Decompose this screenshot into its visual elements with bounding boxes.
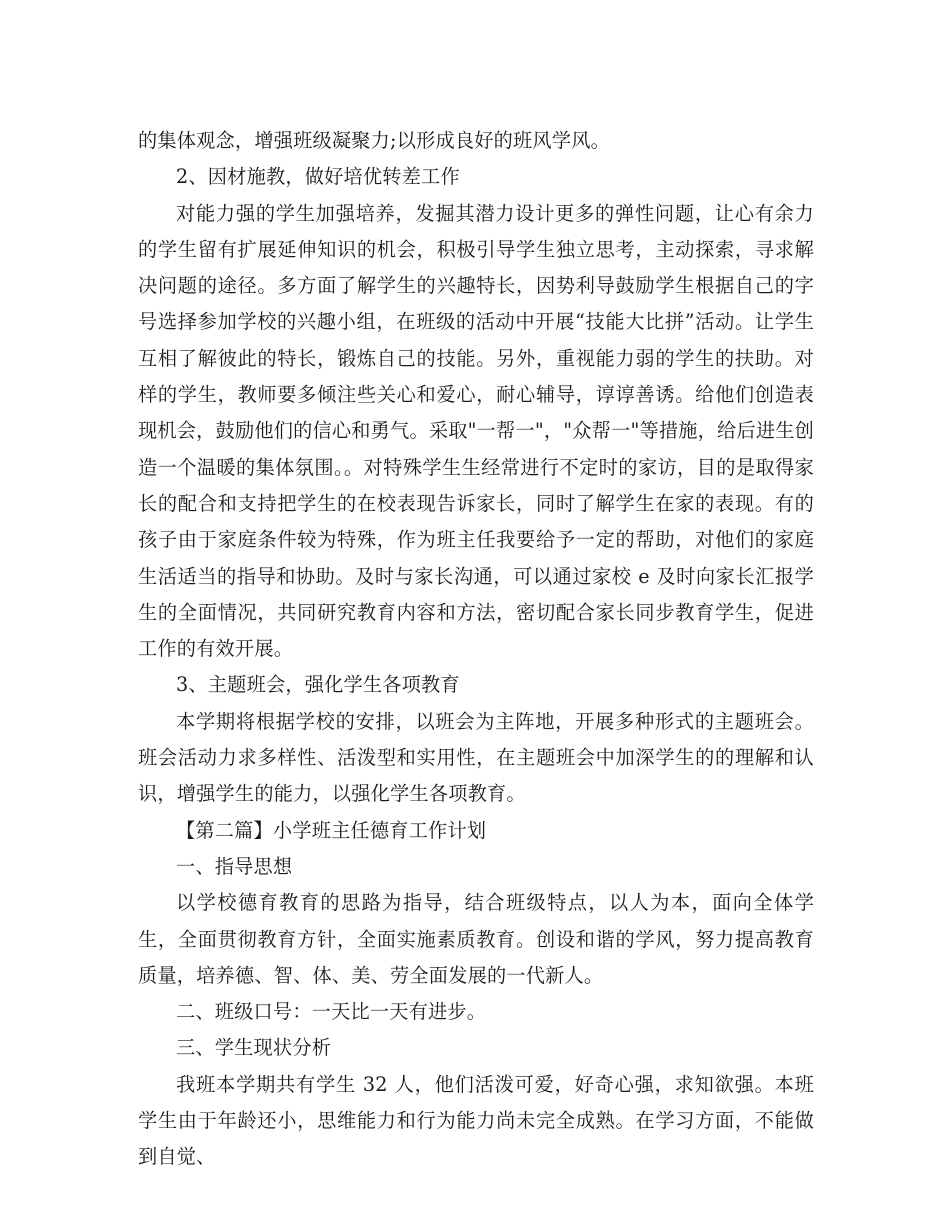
section-heading-theme-class-meeting: 3、主题班会，强化学生各项教育: [176, 673, 460, 697]
section-heading-class-slogan: 二、班级口号：一天比一天有进步。: [176, 1000, 487, 1024]
paragraph-continuation: 的集体观念，增强班级凝聚力;以形成良好的班风学风。: [138, 129, 610, 152]
paragraph-student-analysis: 我班本学期共有学生 32 人，他们活泼可爱，好奇心强，求知欲强。本班学生由于年龄还小，思维能力和行为能力尚未完全成熟。在学习方面，不能做到自觉、: [138, 1072, 814, 1169]
section-heading-student-analysis: 三、学生现状分析: [176, 1036, 332, 1060]
article-title-second: 【第二篇】小学班主任德育工作计划: [176, 818, 487, 842]
section-heading-teach-by-aptitude: 2、因材施教，做好培优转差工作: [176, 165, 460, 189]
paragraph-teach-by-aptitude: 对能力强的学生加强培养，发掘其潜力设计更多的弹性问题，让心有余力的学生留有扩展延伸知识的机会，积极引导学生独立思考，主动探索，寻求解决问题的途径。多方面了解学生的兴趣特长，因势利导鼓励学生根据自己的字号选择参加学校的兴趣小组，在班级的活动中开展“技能大比拼”活动。让学生互相了解彼此的特长，锻炼自己的技能。另外，重视能力弱的学生的扶助。对样的学生，教师要多倾注些关心和爱心，耐心辅导，谆谆善诱。给他们创造表现机会，鼓励他们的信心和勇气。采取"一帮一"，"众帮一"等措施，给后进生创造一个温暖的集体氛围。。对特殊学生生经常进行不定时的家访，目的是取得家长的配合和支持把学生的在校表现告诉家长，同时了解学生在家的表现。有的孩子由于家庭条件较为特殊，作为班主任我要给予一定的帮助，对他们的家庭生活适当的指导和协助。及时与家长沟通，可以通过家校 e 及时向家长汇报学生的全面情况，共同研究教育内容和方法，密切配合家长同步教育学生，促进工作的有效开展。: [138, 201, 814, 661]
paragraph-theme-class-meeting: 本学期将根据学校的安排，以班会为主阵地，开展多种形式的主题班会。班会活动力求多样性、活泼型和实用性，在主题班会中加深学生的的理解和认识，增强学生的能力，以强化学生各项教育。: [138, 709, 814, 806]
document-page: [138, 123, 814, 1176]
section-heading-guiding-thought: 一、指导思想: [176, 854, 293, 878]
paragraph-guiding-thought: 以学校德育教育的思路为指导，结合班级特点，以人为本，面向全体学生，全面贯彻教育方针，全面实施素质教育。创设和谐的学风，努力提高教育质量，培养德、智、体、美、劳全面发展的一代新人。: [138, 891, 814, 987]
